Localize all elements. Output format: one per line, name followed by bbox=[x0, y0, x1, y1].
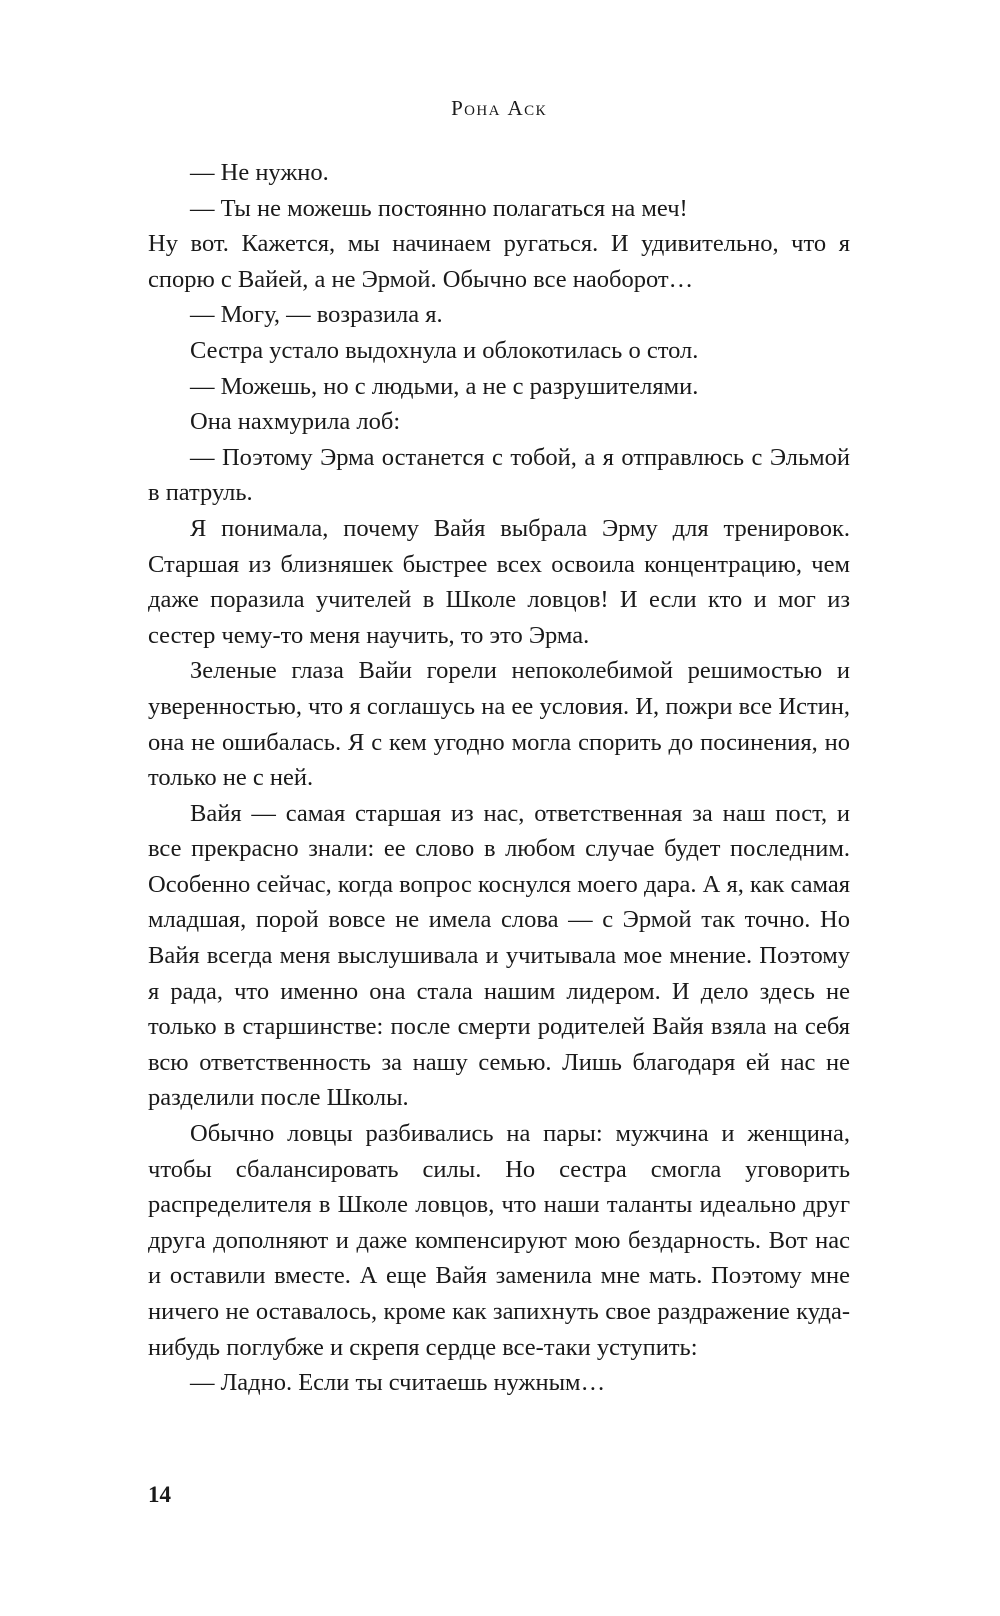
page-number: 14 bbox=[148, 1482, 171, 1507]
paragraph: — Ты не можешь постоянно полагаться на меч! bbox=[190, 194, 688, 222]
paragraph: Зеленые глаза Вайи горели непоколебимой решимостью и уверенностью, что я соглашусь на ее условия. И, пожри все Истин, она не ошибалась. Я с кем угодно могла спорить до посинения, но только не с ней. bbox=[148, 657, 850, 792]
paragraph: Я понимала, почему Вайя выбрала Эрму для тренировок. Старшая из близняшек быстрее всех освоила концентрацию, чем даже поразила учителей в Школе ловцов! И если кто и мог из сестер чему-то меня научить, то это Эрма. bbox=[148, 514, 850, 649]
paragraph: — Поэтому Эрма останется с тобой, а я отправлюсь с Эльмой в патруль. bbox=[148, 443, 850, 507]
paragraph: — Ладно. Если ты считаешь нужным… bbox=[190, 1369, 606, 1397]
paragraph: Обычно ловцы разбивались на пары: мужчина и женщина, чтобы сбалансировать силы. Но сестра смогла уговорить распределителя в Школе ловцов, что наши таланты идеально друг друга дополняют и даже компенсируют мою бездарность. Вот нас и оставили вместе. А еще Вайя заменила мне мать. Поэтому мне ничего не оставалось, кроме как запихнуть свое раздражение куда-нибудь поглубже и скрепя сердце все-таки уступить: bbox=[148, 1120, 850, 1361]
paragraph: — Не нужно. bbox=[190, 159, 329, 186]
body-text bbox=[148, 155, 850, 1401]
paragraph: Сестра устало выдохнула и облокотилась о стол. bbox=[190, 336, 699, 364]
paragraph: — Можешь, но с людьми, а не с разрушителями. bbox=[190, 372, 699, 400]
paragraph: Она нахмурила лоб: bbox=[190, 408, 401, 436]
paragraph: Вайя — самая старшая из нас, ответственная за наш пост, и все прекрасно знали: ее слово в любом случае будет последним. Особенно сейчас, когда вопрос коснулся моего дара. А я, как самая младшая, порой вовсе не имела слова — с Эрмой так точно. Но Вайя всегда меня выслушивала и учитывала мое мнение. Поэтому я рада, что именно она стала нашим лидером. И дело здесь не только в старшинстве: после смерти родителей Вайя взяла на себя всю ответственность за нашу семью. Лишь благодаря ей нас не разделили после Школы. bbox=[148, 799, 850, 1112]
running-head: Рона Аск bbox=[451, 96, 547, 120]
paragraph: — Могу, — возразила я. bbox=[190, 301, 443, 329]
paragraph: Ну вот. Кажется, мы начинаем ругаться. И удивительно, что я спорю с Вайей, а не Эрмой. Обычно все наоборот… bbox=[148, 230, 850, 293]
